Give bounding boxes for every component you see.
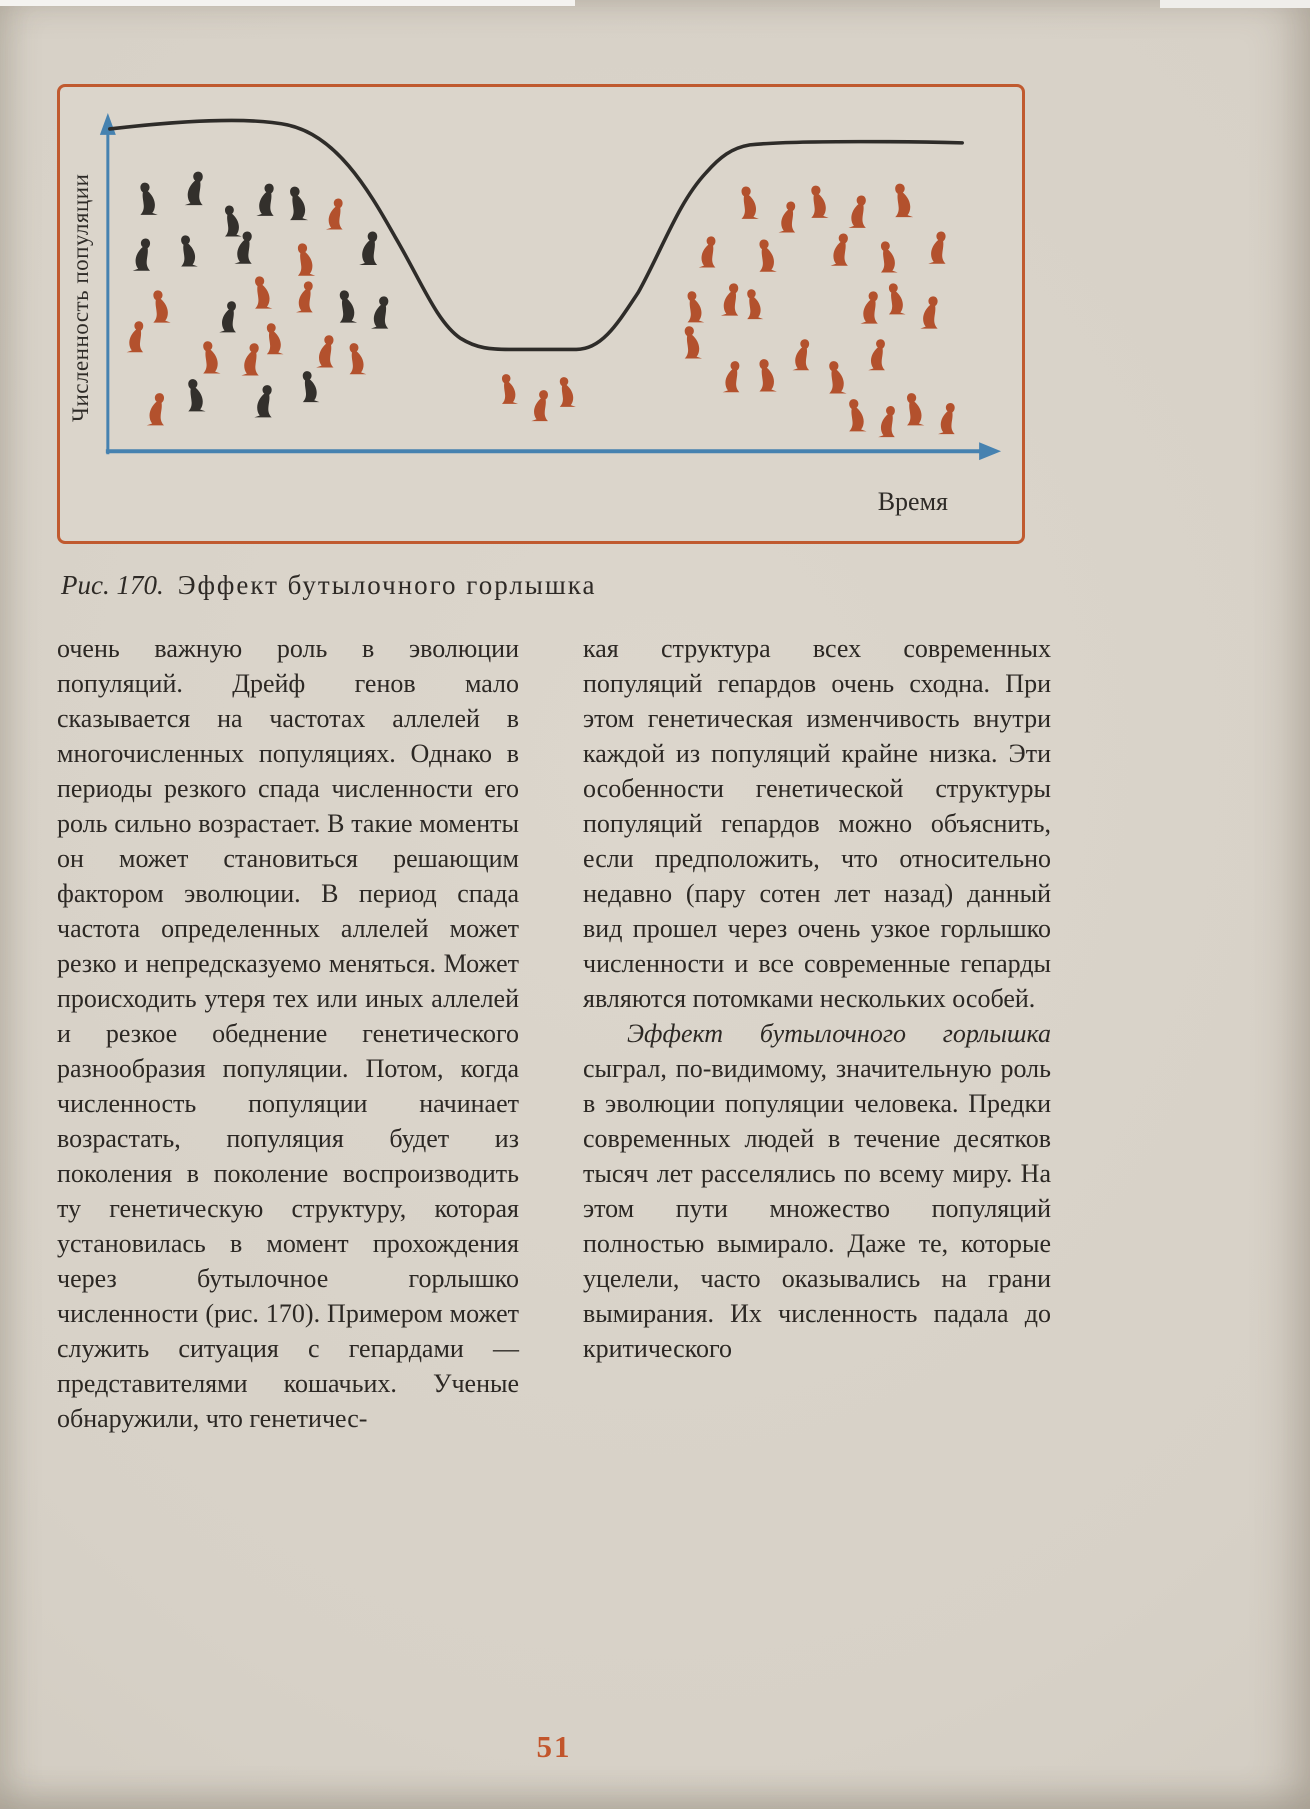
figure-caption-title: Эффект бутылочного горлышка — [177, 570, 597, 600]
bird-icon — [303, 371, 320, 402]
bird-icon — [255, 276, 272, 308]
bird-icon — [742, 187, 759, 219]
x-axis-label: Время — [877, 487, 948, 516]
bird-icon — [723, 361, 740, 392]
bird-icon — [203, 341, 220, 373]
bird-icon — [181, 235, 198, 266]
figure-caption-label: Рис. 170. — [61, 570, 164, 600]
bird-icon — [811, 186, 828, 218]
bird-icon — [747, 289, 763, 319]
term-italic: Эффект бутылочного горлышка — [627, 1019, 1051, 1048]
axes — [100, 113, 1001, 460]
bird-icon — [359, 231, 377, 265]
bird-icon — [829, 361, 846, 393]
bird-silhouettes — [127, 172, 955, 437]
bird-icon — [759, 239, 776, 271]
bird-icon — [254, 385, 271, 417]
bird-icon — [326, 199, 343, 230]
left-column — [57, 631, 519, 1436]
bird-icon — [147, 393, 164, 425]
bird-icon — [860, 291, 877, 323]
y-axis-arrow-icon — [100, 113, 116, 135]
bird-icon — [907, 393, 924, 425]
bird-icon — [928, 231, 945, 263]
bird-icon — [225, 205, 242, 236]
bird-icon — [133, 238, 150, 270]
figure-caption — [61, 570, 1051, 601]
bird-icon — [296, 281, 313, 312]
figure-170 — [57, 84, 1051, 601]
bird-icon — [831, 233, 848, 265]
diagram-svg — [60, 87, 1022, 541]
bird-icon — [316, 335, 333, 367]
bird-icon — [290, 187, 308, 221]
bird-icon — [881, 241, 898, 272]
paragraph-text: сыграл, по-видимому, значительную роль в эволюции популяции человека. Предки современных людей в течение десятков тысяч лет расселялись по всему миру. На этом пути множество популяций полностью вымирало. Даже те, которые уцелели, часто оказывались на грани вымирания. Их численность падала до критического — [583, 1054, 1051, 1363]
article-body — [57, 631, 1051, 1436]
paragraph: кая структура всех современных популяций гепардов очень сходна. При этом генетическая изменчивость внутри каждой из популяций крайне низка. Эти особенности генетической структуры популяций гепардов можно объяснить, если предположить, что относительно недавно (пару сотен лет назад) данный вид прошел через очень узкое горлышко численности и все современные гепарды являются потомками нескольких особей. — [583, 634, 1051, 1013]
bird-icon — [185, 172, 203, 206]
bird-icon — [868, 339, 885, 370]
bird-icon — [531, 390, 548, 421]
bird-icon — [340, 290, 357, 322]
bird-icon — [153, 290, 170, 322]
population-curve — [110, 121, 962, 350]
bird-icon — [298, 243, 315, 275]
bird-icon — [938, 403, 955, 434]
bird-icon — [267, 323, 284, 354]
bird-icon — [849, 399, 866, 431]
bird-icon — [792, 339, 809, 370]
paragraph: очень важную роль в эволюции популяций. Дрейф генов мало сказывается на частотах аллелей в многочисленных популяциях. Однако в периоды резкого спада численности его роль сильно возрастает. В такие моменты он может становиться решающим фактором эволюции. В период спада частота определенных аллелей может резко и непредсказуемо меняться. Может происходить утеря тех или иных аллелей и резкое обеднение генетического разнообразия популяции. Потом, когда численность популяции начинает возрастать, популяция будет из поколения в поколение воспроизводить ту генетическую структуру, которая установилась в момент прохождения через бутылочное горлышко численности (рис. 170). Примером может служить ситуация с гепардами — представителями кошачьих. Ученые обнаружили, что генетичес- — [57, 634, 519, 1433]
bird-icon — [219, 301, 236, 332]
bird-icon — [371, 296, 388, 328]
bird-icon — [699, 236, 716, 267]
bird-icon — [685, 326, 702, 358]
bird-icon — [889, 283, 906, 314]
bird-icon — [560, 377, 576, 407]
bottleneck-diagram — [57, 84, 1025, 544]
bird-icon — [688, 291, 705, 322]
bird-icon — [350, 343, 367, 374]
paragraph — [583, 1016, 1051, 1366]
bird-icon — [920, 296, 937, 328]
bird-icon — [759, 359, 776, 391]
bird-icon — [188, 379, 205, 411]
page-number: 51 — [536, 1729, 572, 1764]
bird-icon — [779, 201, 796, 232]
bird-icon — [256, 184, 273, 216]
bird-icon — [878, 406, 895, 437]
bird-icon — [721, 283, 738, 315]
bird-icon — [895, 184, 913, 218]
bird-icon — [502, 374, 518, 404]
bird-icon — [241, 343, 258, 375]
bird-icon — [127, 321, 144, 352]
bird-icon — [848, 196, 865, 228]
y-axis-label: Численность популяции — [68, 173, 93, 423]
x-axis-arrow-icon — [979, 442, 1001, 460]
page-content — [57, 84, 1051, 1436]
right-column — [583, 631, 1051, 1436]
bird-icon — [140, 183, 157, 215]
